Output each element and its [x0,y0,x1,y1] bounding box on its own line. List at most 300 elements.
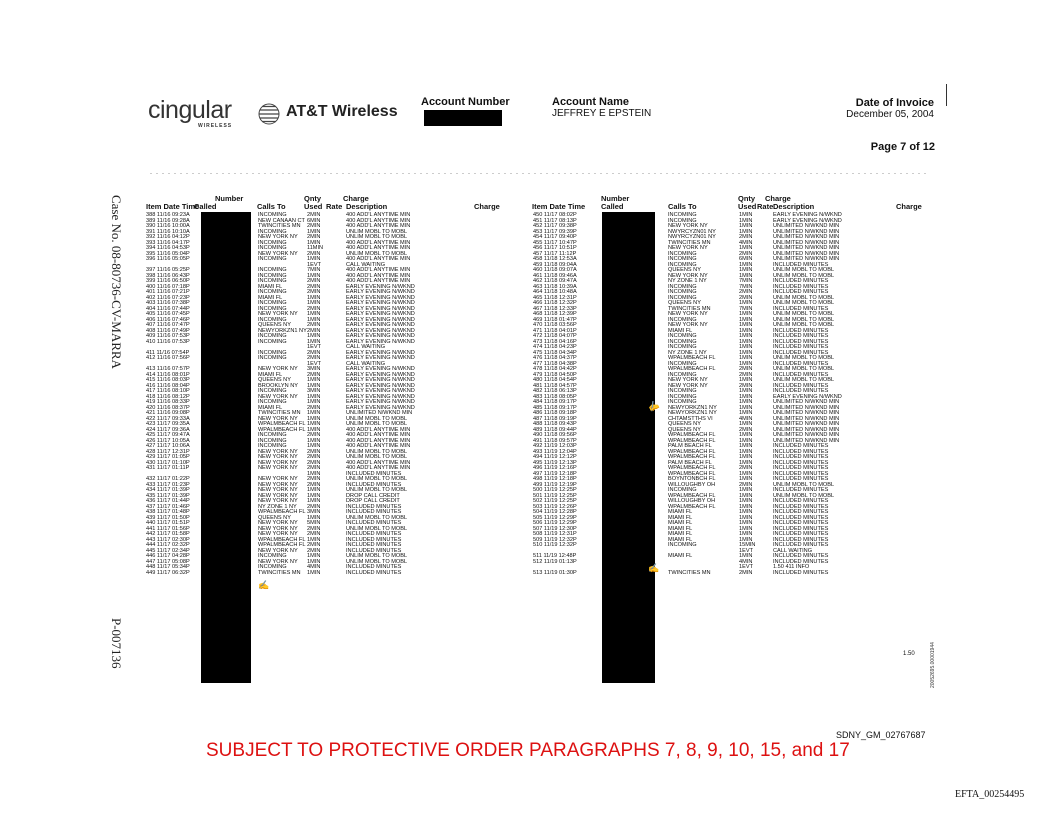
calls-to: NEWYORKZN1 NY [668,410,717,416]
description: EARLY EVENING N/WKND [346,327,415,334]
item-date-time: 504 11/19 12:28P [533,509,577,515]
used: 1MIN [739,377,753,383]
description: UNLIM MOBL TO MOBL [346,476,408,482]
col-number-label-right: Number [601,194,630,203]
used: 2MIN [307,459,321,466]
used: 1MIN [307,569,321,576]
used: 2MIN [307,355,321,361]
calls-to: INCOMING [258,239,287,246]
description: EARLY EVENING N/WKND [346,283,415,290]
description: INCLUDED MINUTES [346,503,402,510]
used: 2MIN [739,371,753,378]
col-description: Description [346,202,388,211]
description: UNLIM MOBL TO MOBL [773,294,835,301]
used: 1MIN [307,256,321,262]
calls-to: MIAMI FL [668,553,693,559]
item-date-time: 439 11/17 01:50P [146,514,190,521]
calls-to: TWINCITIES MN [258,410,301,416]
used: 2MIN [307,404,321,411]
description: INCLUDED MINUTES [773,349,829,356]
used: 3MIN [307,388,321,394]
description: EARLY EVENING N/WKND [773,393,842,400]
item-date-time: 485 11/18 09:17P [533,404,577,411]
calls-to: NEW YORK NY [258,481,298,488]
col-calls-to-right: Calls To [668,202,697,211]
description: 400 ADD'L ANYTIME MIN [346,239,411,246]
used: 2MIN [307,371,321,378]
description: UNLIMITED N/WKND MIN [773,421,840,427]
used: 2MIN [307,432,321,438]
invoice-date: December 05, 2004 [846,109,934,120]
used: 1MIN [739,454,753,460]
item-date-time: 450 11/17 08:02P [533,212,577,218]
used: 1MIN [307,311,321,317]
description: INCLUDED MINUTES [773,448,829,455]
item-date-time: 402 11/16 07:23P [146,294,190,301]
item-date-time: 401 11/16 07:21P [146,289,190,295]
used: 1EVT [739,547,753,554]
used: 2MIN [739,382,753,389]
calls-to: NEW YORK NY [258,531,298,537]
calls-to: INCOMING [668,360,697,367]
description: EARLY EVENING N/WKND [346,366,415,372]
item-date-time: 471 11/18 04:01P [533,327,577,334]
used: 1MIN [739,432,753,438]
item-date-time: 389 11/16 09:28A [146,217,190,224]
item-date-time: 395 11/16 05:04P [146,250,190,257]
calls-to: INCOMING [258,553,287,559]
used: 2MIN [739,234,753,240]
calls-to: INCOMING [258,388,287,394]
item-date-time: 496 11/19 12:16P [533,465,577,471]
used: 15MIN [739,542,756,548]
description: UNLIM MOBL TO MOBL [773,322,835,328]
calls-to: INCOMING [668,294,697,301]
item-date-time: 400 11/16 07:18P [146,283,190,290]
used: 1MIN [307,393,321,400]
account-name-label: Account Name [552,96,630,108]
cingular-logo: cingular [148,96,232,124]
description: UNLIMITED N/WKND MIN [773,426,840,433]
used: 1MIN [739,245,753,251]
item-date-time: 403 11/16 07:38P [146,300,190,306]
calls-to: WILLOUGHBY OH [668,498,716,504]
item-date-time: 390 11/16 10:00A [146,223,190,229]
calls-to: WPALMBEACH FL [668,432,716,438]
redaction-numbers-right [602,212,655,683]
item-date-time: 512 11/19 01:13P [533,558,577,565]
calls-to: NEW YORK NY [258,487,298,493]
description: EARLY EVENING N/WKND [346,294,415,301]
description: INCLUDED MINUTES [773,443,829,449]
corner-mark [946,84,947,106]
item-date-time: 419 11/16 08:33P [146,399,190,405]
account-number-label: Account Number [421,96,510,108]
calls-to: WPALMBEACH FL [258,509,306,515]
calls-to: INCOMING [258,228,287,235]
used: 1MIN [739,459,753,466]
calls-to: TWINCITIES MN [258,223,301,229]
used: 1MIN [739,388,753,394]
item-date-time: 430 11/17 01:10P [146,459,190,466]
description: 400 ADD'L ANYTIME MIN [346,217,411,224]
col-used: Used [304,202,323,211]
item-date-time: 481 11/18 04:57P [533,382,577,389]
used: 1MIN [307,410,321,416]
description: UNLIM MOBL TO MOBL [346,487,408,493]
used: 1MIN [739,492,753,499]
description: UNLIMITED N/WKND MIN [773,415,840,422]
att-wireless-logo: AT&T Wireless [286,103,398,120]
description: CALL WAITING [346,360,386,367]
used: 2MIN [307,454,321,460]
used: 2MIN [307,327,321,334]
item-date-time: 416 11/16 08:04P [146,382,190,389]
calls-to: NEW YORK NY [258,311,298,317]
calls-to: INCOMING [668,212,697,218]
description: 400 ADD'L ANYTIME MIN [346,212,411,218]
item-date-time: 459 11/18 09:04A [533,261,577,268]
description: EARLY EVENING N/WKND [773,212,842,218]
used: 1MIN [739,531,753,537]
item-date-time: 425 11/17 09:47A [146,432,190,438]
item-date-time: 448 11/17 05:34P [146,564,190,570]
used: 1MIN [307,239,321,246]
col-qnty-label: Qnty [304,194,322,203]
description: UNLIMITED N/WKND MIN [773,410,840,416]
calls-to: TWINCITIES MN [668,305,711,312]
calls-to: NEW YORK NY [668,245,708,251]
item-date-time: 513 11/19 01:30P [533,569,577,576]
description: UNLIM MOBL TO MOBL [773,355,835,361]
item-date-time: 465 11/18 12:31P [533,294,577,301]
calls-to: INCOMING [258,212,287,218]
item-date-time: 476 11/18 04:37P [533,355,577,361]
used: 6MIN [739,256,753,262]
item-date-time: 388 11/16 09:23A [146,212,190,218]
description: INCLUDED MINUTES [773,509,829,515]
description: EARLY EVENING N/WKND [346,371,415,378]
used: 2MIN [307,212,321,218]
used: 1MIN [307,558,321,565]
calls-to: NEW YORK NY [258,476,298,482]
used: 1MIN [739,360,753,367]
col-rate: Rate [326,202,343,211]
calls-to: INCOMING [668,399,697,405]
calls-to: TWINCITIES MN [668,569,711,576]
protective-order-notice: SUBJECT TO PROTECTIVE ORDER PARAGRAPHS 7, 8, 9, 10, 15, and 17 [206,740,850,761]
calls-to: NEW YORK NY [258,366,298,372]
calls-to: INCOMING [668,289,697,295]
col-used-right: Used [738,202,757,211]
calls-to: BOYNTONBCH FL [668,476,716,482]
used: 1MIN [739,261,753,268]
calls-to: INCOMING [258,256,287,262]
used: 1MIN [739,300,753,306]
item-date-time: 491 11/18 09:57P [533,437,577,444]
item-date-time: 446 11/17 04:28P [146,553,190,559]
calls-to: NY ZONE 1 NY [668,349,707,356]
calls-to: NEW YORK NY [668,311,708,317]
item-date-time: 432 11/17 01:22P [146,476,190,482]
used: 2MIN [739,426,753,433]
calls-to: MIAMI FL [668,531,693,537]
used: 1MIN [307,421,321,427]
divider [150,173,930,174]
calls-to: WPALMBEACH FL [668,454,716,460]
description: 400 ADD'L ANYTIME MIN [346,223,411,229]
description: 400 ADD'L ANYTIME MIN [346,245,411,251]
calls-to: INCOMING [258,300,287,306]
item-date-time: 470 11/18 03:56P [533,322,577,328]
item-date-time: 499 11/19 12:19P [533,481,577,488]
calls-to: MIAMI FL [258,404,283,411]
description: UNLIM MOBL TO MOBL [346,228,408,235]
item-date-time: 506 11/19 12:29P [533,520,577,526]
used: 2MIN [739,289,753,295]
description: UNLIM MOBL TO MOBL [773,272,835,279]
calls-to: TWINCITIES MN [668,239,711,246]
item-date-time: 493 11/19 12:04P [533,448,577,455]
description: UNLIM MOBL TO MOBL [346,234,408,240]
used: 2MIN [307,448,321,455]
invoice-date-label: Date of Invoice [855,97,934,109]
description: UNLIM MOBL TO MOBL [346,448,408,455]
item-date-time: 449 11/17 06:32P [146,569,190,576]
used: 6MIN [307,217,321,224]
col-description-right: Description [773,202,815,211]
calls-to: NEW YORK NY [258,525,298,532]
calls-to: INCOMING [258,333,287,339]
description: 400 ADD'L ANYTIME MIN [346,256,411,262]
description: INCLUDED MINUTES [773,261,829,268]
item-date-time: 418 11/16 08:12P [146,393,190,400]
account-name: JEFFREY E EPSTEIN [552,108,652,119]
calls-to: NEW YORK NY [668,377,708,383]
description: 400 ADD'L ANYTIME MIN [346,278,411,284]
description: INCLUDED MINUTES [773,520,829,526]
used: 4MIN [739,415,753,422]
item-date-time: 451 11/17 08:13P [533,217,577,224]
calls-to: WPALMBEACH FL [668,503,716,510]
description: 400 ADD'L ANYTIME MIN [346,272,411,279]
used: 1MIN [307,272,321,279]
used: 1MIN [307,300,321,306]
calls-to: MIAMI FL [668,536,693,543]
description: INCLUDED MINUTES [773,525,829,532]
used: 1MIN [739,520,753,526]
description: EARLY EVENING N/WKND [346,355,415,361]
item-date-time: 464 11/18 10:48A [533,289,577,295]
call-table-right [535,213,935,576]
handwritten-mark: ✍ [258,580,270,590]
used: 1MIN [307,443,321,449]
description: UNLIMITED N/WKND MIN [773,228,840,235]
used: 2MIN [739,366,753,372]
used: 1MIN [307,382,321,389]
description: INCLUDED MINUTES [773,542,829,548]
used: 2MIN [307,525,321,532]
description: EARLY EVENING N/WKND [346,377,415,383]
calls-to: INCOMING [668,542,697,548]
description: 400 ADD'L ANYTIME MIN [346,465,411,471]
description: UNLIMITED N/WKND MIN [773,432,840,438]
item-date-time: 460 11/18 09:07A [533,267,577,273]
item-date-time: 396 11/16 05:05P [146,256,190,262]
item-date-time: 453 11/17 09:39P [533,228,577,235]
description: CALL WAITING [346,344,386,350]
calls-to: QUEENS NY [668,300,701,306]
item-date-time: 494 11/19 12:12P [533,454,577,460]
description: EARLY EVENING N/WKND [346,316,415,323]
item-date-time: 498 11/19 12:18P [533,476,577,482]
description: INCLUDED MINUTES [773,278,829,284]
used: 1MIN [739,437,753,444]
item-date-time: 428 11/17 12:31P [146,448,190,455]
description: UNLIMITED N/WKND MIN [773,256,840,262]
item-date-time: 466 11/18 12:32P [533,300,577,306]
used: 1MIN [739,223,753,229]
item-date-time: 445 11/17 02:34P [146,547,190,554]
calls-to: NWYRCYZN01 NY [668,234,716,240]
description: DROP CALL CREDIT [346,498,400,504]
item-date-time: 398 11/16 06:43P [146,272,190,279]
calls-to: MIAMI FL [258,283,283,290]
used: 1MIN [307,426,321,433]
description: INCLUDED MINUTES [773,487,829,493]
description: INCLUDED MINUTES [346,520,402,526]
case-number-vertical: Case No. 08-80736-CV-MARRA [109,195,124,369]
calls-to: INCOMING [668,393,697,400]
item-date-time: 484 11/18 09:17P [533,399,577,405]
item-date-time: 489 11/18 09:44P [533,426,577,433]
calls-to: NEW YORK NY [258,459,298,466]
used: 3MIN [307,509,321,515]
calls-to: MIAMI FL [258,371,283,378]
item-date-time: 488 11/18 09:43P [533,421,577,427]
calls-to: NEW YORK NY [258,250,298,257]
used: 1MIN [739,355,753,361]
used: 1MIN [307,487,321,493]
item-date-time: 472 11/18 04:07P [533,333,577,339]
calls-to: NEW YORK NY [668,272,708,279]
description: UNLIM MOBL TO MOBL [773,366,835,372]
att-globe-icon [258,103,280,125]
table-row [148,571,478,577]
item-date-time: 478 11/18 04:42P [533,366,577,372]
handwritten-mark: ✍ [648,563,660,573]
calls-to: NY ZONE 1 NY [258,503,297,510]
calls-to: INCOMING [668,388,697,394]
item-date-time: 406 11/16 07:46P [146,316,190,323]
exhibit-number-vertical: P-007136 [109,618,124,669]
item-date-time: 456 11/17 10:51P [533,245,577,251]
item-date-time: 507 11/19 12:30P [533,525,577,532]
item-date-time: 508 11/19 12:31P [533,531,577,537]
used: 1MIN [307,228,321,235]
item-date-time: 415 11/16 08:03P [146,377,190,383]
item-date-time: 502 11/19 12:25P [533,498,577,504]
description: EARLY EVENING N/WKND [773,217,842,224]
used: 1MIN [307,553,321,559]
item-date-time: 420 11/16 08:37P [146,404,190,411]
col-number-label: Number [215,194,244,203]
calls-to: INCOMING [258,349,287,356]
page-number: Page 7 of 12 [870,141,935,153]
used: 1MIN [739,311,753,317]
calls-to: MIAMI FL [668,327,693,334]
calls-to: INCOMING [668,217,697,224]
item-date-time: 483 11/18 08:05P [533,393,577,400]
item-date-time: 486 11/18 09:18P [533,410,577,416]
calls-to: WPALMBEACH FL [668,355,716,361]
item-date-time: 437 11/17 01:46P [146,503,190,510]
used: 1MIN [307,514,321,521]
used: 2MIN [307,349,321,356]
calls-to: QUEENS NY [668,426,701,433]
used: 1MIN [307,498,321,504]
item-date-time: 510 11/19 12:32P [533,542,577,548]
description: 400 ADD'L ANYTIME MIN [346,443,411,449]
item-date-time: 414 11/16 08:01P [146,371,190,378]
calls-to: WPALMBEACH FL [668,470,716,477]
calls-to: INCOMING [258,355,287,361]
description: EARLY EVENING N/WKND [346,333,415,339]
used: 2MIN [307,250,321,257]
item-date-time: 397 11/16 05:25P [146,267,190,273]
description: INCLUDED MINUTES [773,531,829,537]
item-date-time: 436 11/17 01:44P [146,498,190,504]
efta-number: EFTA_00254495 [955,789,1025,800]
item-date-time: 424 11/17 09:36A [146,426,190,433]
used: 1MIN [739,272,753,279]
col-qnty-label-right: Qnty [738,194,756,203]
description: INCLUDED MINUTES [773,333,829,339]
used: 2MIN [307,223,321,229]
description: 1.50 411 INFO [773,564,810,570]
description: UNLIM MOBL TO MOBL [773,267,835,273]
description: EARLY EVENING N/WKND [346,349,415,356]
used: 4MIN [307,564,321,570]
description: 400 ADD'L ANYTIME MIN [346,459,411,466]
calls-to: NEW CANAAN CT [258,217,305,224]
used: 11MIN [307,245,324,251]
calls-to: WPALMBEACH FL [668,437,716,444]
calls-to: TWINCITIES MN [258,569,301,576]
item-date-time: 435 11/17 01:39P [146,492,190,499]
item-date-time: 438 11/17 01:48P [146,509,190,515]
used: 1MIN [739,487,753,493]
description: UNLIMITED N/WKND MIN [773,437,840,444]
description: UNLIMITED N/WKND MIN [773,399,840,405]
used: 1MIN [739,525,753,532]
used: 1MIN [307,415,321,422]
calls-to: WPALMBEACH FL [668,366,716,372]
description: INCLUDED MINUTES [773,470,829,477]
description: UNLIM MOBL TO MOBL [346,525,408,532]
used: 1EVT [307,261,321,268]
calls-to: INCOMING [258,245,287,251]
used: 1MIN [307,536,321,543]
used: 2MIN [307,305,321,312]
used: 2MIN [307,278,321,284]
item-date-time: 474 11/18 04:23P [533,344,577,350]
calls-to: WPALMBEACH FL [258,536,306,543]
calls-to: WPALMBEACH FL [668,492,716,499]
calls-to: INCOMING [668,338,697,345]
calls-to: MIAMI FL [668,525,693,532]
calls-to: INCOMING [258,399,287,405]
